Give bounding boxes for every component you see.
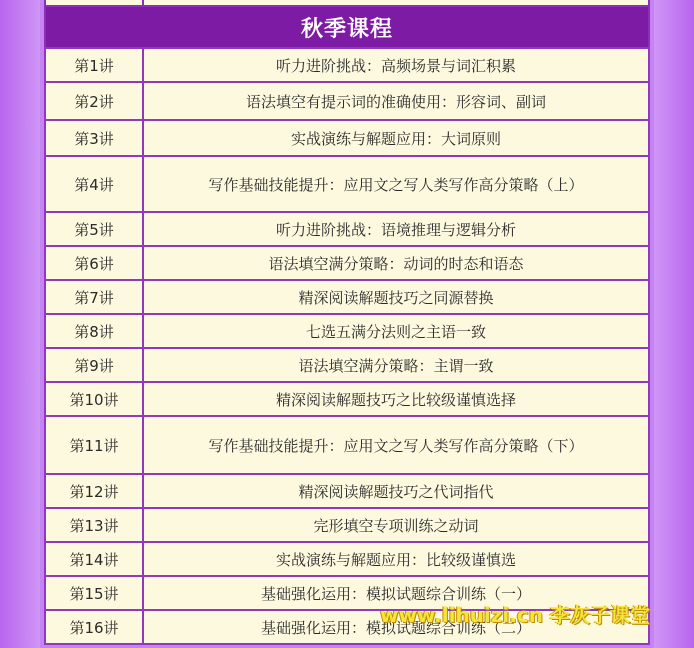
table-row [45, 212, 649, 246]
table-row [45, 542, 649, 576]
lesson-topic: 语法填空满分策略：动词的时态和语态 [143, 246, 649, 280]
lesson-topic: 精深阅读解题技巧之代词指代 [143, 474, 649, 508]
lesson-number: 第3讲 [45, 120, 143, 156]
lesson-number: 第16讲 [45, 610, 143, 644]
lesson-topic: 语法填空满分策略：主谓一致 [143, 348, 649, 382]
lesson-number: 第8讲 [45, 314, 143, 348]
lesson-number: 第10讲 [45, 382, 143, 416]
table-row [45, 82, 649, 120]
lesson-number: 第12讲 [45, 474, 143, 508]
lesson-topic: 写作基础技能提升：应用文之写人类写作高分策略（上） [143, 156, 649, 212]
table-title: 秋季课程 [44, 5, 650, 47]
left-background [0, 0, 40, 648]
table-row [45, 156, 649, 212]
table-row [45, 382, 649, 416]
lesson-topic: 听力进阶挑战：语境推理与逻辑分析 [143, 212, 649, 246]
lesson-topic: 完形填空专项训练之动词 [143, 508, 649, 542]
lesson-topic: 实战演练与解题应用：比较级谨慎选 [143, 542, 649, 576]
table-row [45, 314, 649, 348]
lesson-topic: 基础强化运用：模拟试题综合训练（二） [143, 610, 649, 644]
table-row [45, 246, 649, 280]
lesson-topic: 精深阅读解题技巧之同源替换 [143, 280, 649, 314]
table-row [45, 508, 649, 542]
lesson-number: 第5讲 [45, 212, 143, 246]
lesson-topic: 语法填空有提示词的准确使用：形容词、副词 [143, 82, 649, 120]
course-table [44, 5, 650, 645]
lesson-topic: 听力进阶挑战：高频场景与词汇积累 [143, 48, 649, 82]
lesson-number: 第14讲 [45, 542, 143, 576]
lesson-topic: 实战演练与解题应用：大词原则 [143, 120, 649, 156]
lesson-number: 第7讲 [45, 280, 143, 314]
lessons-table [44, 47, 650, 645]
lesson-number: 第13讲 [45, 508, 143, 542]
table-row [45, 280, 649, 314]
lesson-topic: 基础强化运用：模拟试题综合训练（一） [143, 576, 649, 610]
right-background [654, 0, 694, 648]
table-row [45, 348, 649, 382]
lesson-number: 第6讲 [45, 246, 143, 280]
lesson-topic: 七选五满分法则之主语一致 [143, 314, 649, 348]
lesson-number: 第4讲 [45, 156, 143, 212]
lesson-topic: 写作基础技能提升：应用文之写人类写作高分策略（下） [143, 416, 649, 474]
table-row [45, 120, 649, 156]
watermark-text: www.lihuizi.cn 李灰子课堂 [380, 603, 650, 627]
lesson-topic: 精深阅读解题技巧之比较级谨慎选择 [143, 382, 649, 416]
lesson-number: 第1讲 [45, 48, 143, 82]
lesson-number: 第11讲 [45, 416, 143, 474]
table-row [45, 474, 649, 508]
lesson-number: 第2讲 [45, 82, 143, 120]
lesson-number: 第9讲 [45, 348, 143, 382]
lesson-number: 第15讲 [45, 576, 143, 610]
table-row [45, 48, 649, 82]
table-row [45, 416, 649, 474]
